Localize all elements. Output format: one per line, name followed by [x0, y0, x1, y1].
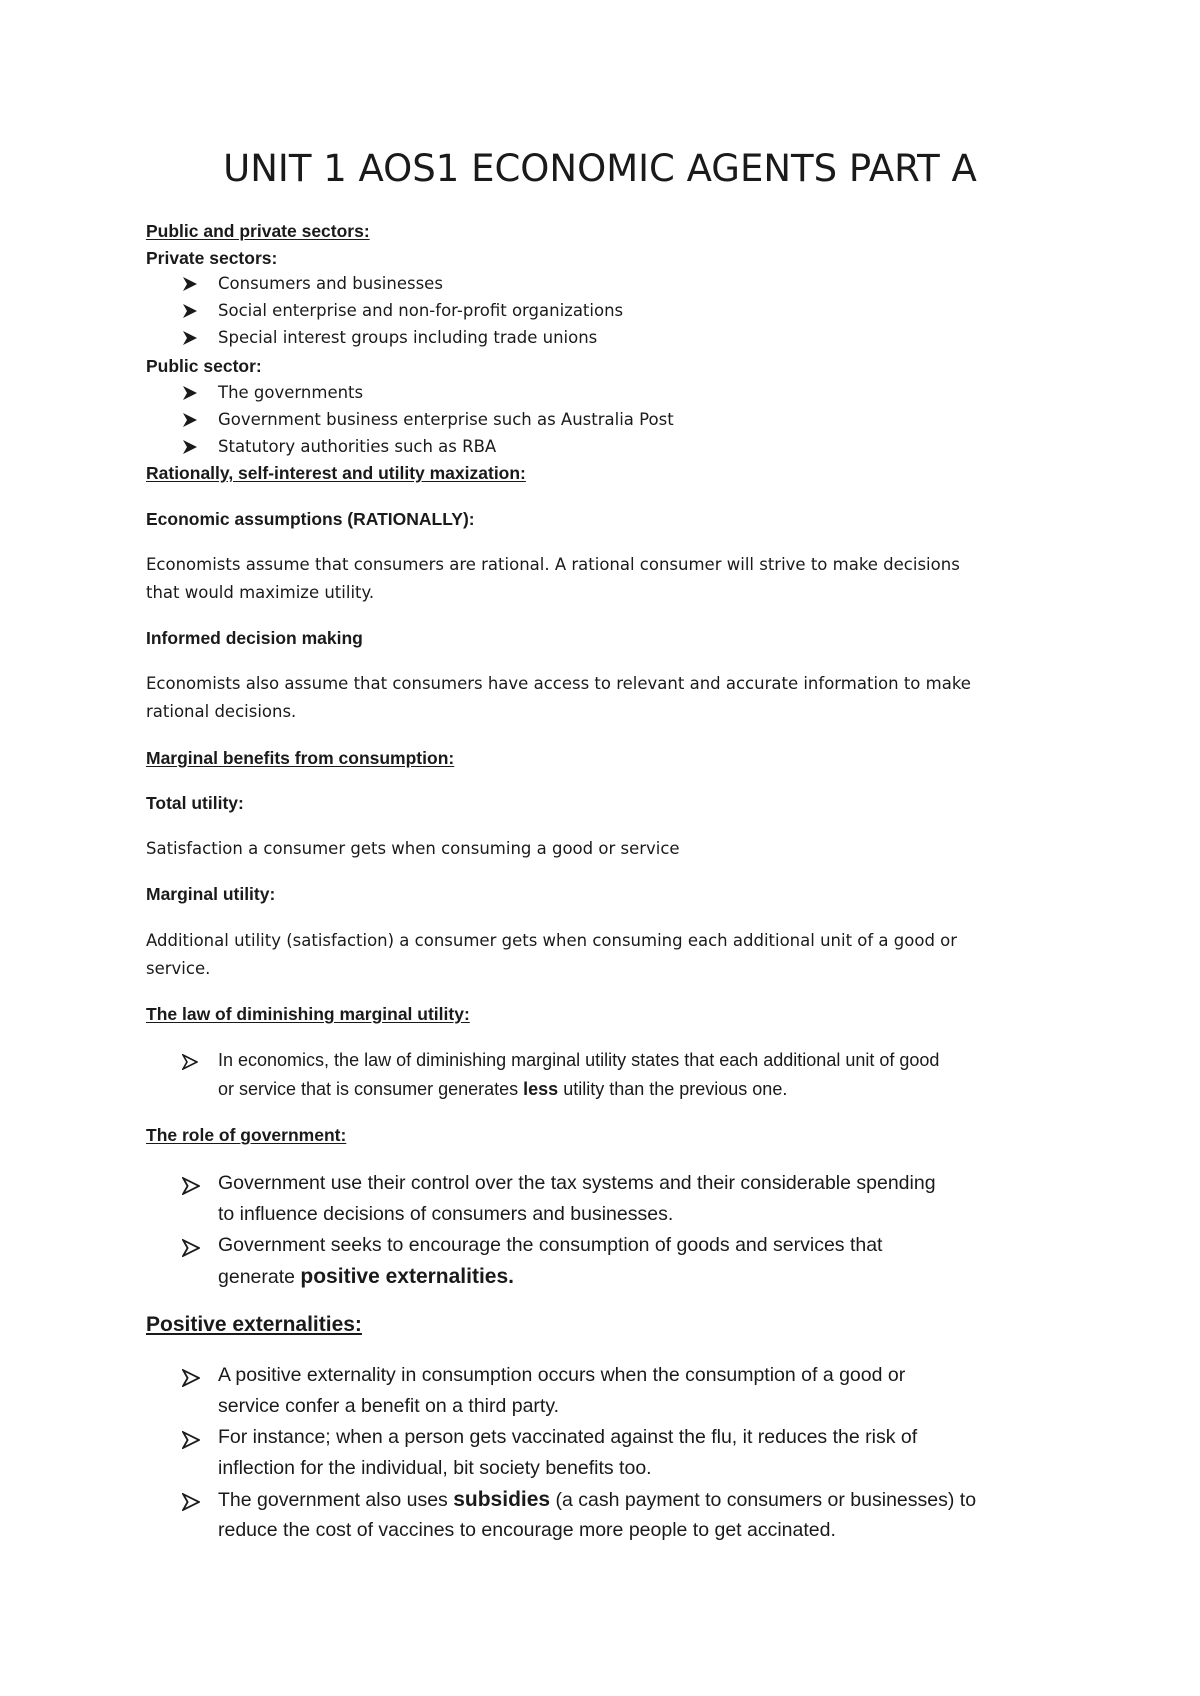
list-item: A positive externality in consumption occurs when the consumption of a good or — [218, 1364, 906, 1386]
emphasis-positive-externalities: positive externalities. — [300, 1265, 514, 1288]
paragraph-line: that would maximize utility. — [146, 583, 375, 602]
paragraph-line: Satisfaction a consumer gets when consuming a good or service — [146, 839, 680, 858]
list-item: Government seeks to encourage the consumption of goods and services that — [218, 1234, 883, 1256]
subheading-informed-decision: Informed decision making — [146, 628, 363, 648]
bullet-arrow-icon — [182, 1493, 200, 1515]
heading-positive-externalities: Positive externalities: — [146, 1313, 362, 1336]
heading-public-private-sectors: Public and private sectors: — [146, 221, 370, 241]
paragraph-line: service. — [146, 959, 211, 978]
page-title: UNIT 1 AOS1 ECONOMIC AGENTS PART A — [223, 147, 977, 190]
list-item-continuation: reduce the cost of vaccines to encourage more people to get accinated. — [218, 1519, 836, 1541]
list-item: Special interest groups including trade unions — [218, 328, 598, 347]
emphasis-less: less — [523, 1079, 559, 1099]
heading-diminishing-utility: The law of diminishing marginal utility: — [146, 1004, 470, 1024]
list-item: Government business enterprise such as Australia Post — [218, 410, 674, 429]
heading-rationality: Rationally, self-interest and utility maxization: — [146, 463, 526, 483]
bullet-arrow-icon — [182, 1431, 200, 1453]
bullet-arrow-icon — [182, 385, 198, 405]
list-item: Government use their control over the tax systems and their considerable spending — [218, 1172, 936, 1194]
bullet-arrow-icon — [182, 439, 198, 459]
bullet-arrow-icon — [182, 1054, 198, 1074]
list-item: Social enterprise and non-for-profit organizations — [218, 301, 624, 320]
paragraph-line: Economists also assume that consumers have access to relevant and accurate information to make — [146, 674, 971, 693]
paragraph-line: rational decisions. — [146, 702, 297, 721]
subheading-economic-assumptions: Economic assumptions (RATIONALLY): — [146, 509, 475, 529]
bullet-arrow-icon — [182, 276, 198, 296]
bullet-arrow-icon — [182, 412, 198, 432]
subheading-private-sectors: Private sectors: — [146, 248, 278, 268]
list-item: The government also uses subsidies (a cash payment to consumers or businesses) to — [218, 1488, 977, 1511]
list-item-continuation: inflection for the individual, bit society benefits too. — [218, 1457, 652, 1479]
subheading-public-sector: Public sector: — [146, 356, 262, 376]
list-item-continuation: service confer a benefit on a third party. — [218, 1395, 560, 1417]
list-item-continuation: or service that is consumer generates less utility than the previous one. — [218, 1079, 788, 1099]
bullet-arrow-icon — [182, 303, 198, 323]
subheading-marginal-utility: Marginal utility: — [146, 884, 276, 904]
list-item: Consumers and businesses — [218, 274, 443, 293]
list-item: For instance; when a person gets vaccinated against the flu, it reduces the risk of — [218, 1426, 918, 1448]
heading-marginal-benefits: Marginal benefits from consumption: — [146, 748, 455, 768]
emphasis-subsidies: subsidies — [453, 1488, 551, 1511]
subheading-total-utility: Total utility: — [146, 793, 244, 813]
bullet-arrow-icon — [182, 1239, 200, 1261]
list-item-continuation: to influence decisions of consumers and businesses. — [218, 1203, 674, 1225]
bullet-arrow-icon — [182, 1369, 200, 1391]
list-item: The governments — [218, 383, 364, 402]
list-item-continuation: generate positive externalities. — [218, 1265, 514, 1288]
paragraph-line: Economists assume that consumers are rational. A rational consumer will strive to make decisions — [146, 555, 960, 574]
heading-role-of-government: The role of government: — [146, 1125, 347, 1145]
list-item: In economics, the law of diminishing marginal utility states that each additional unit of good — [218, 1050, 940, 1070]
paragraph-line: Additional utility (satisfaction) a consumer gets when consuming each additional unit of a good or — [146, 931, 958, 950]
list-item: Statutory authorities such as RBA — [218, 437, 497, 456]
bullet-arrow-icon — [182, 1177, 200, 1199]
bullet-arrow-icon — [182, 330, 198, 350]
